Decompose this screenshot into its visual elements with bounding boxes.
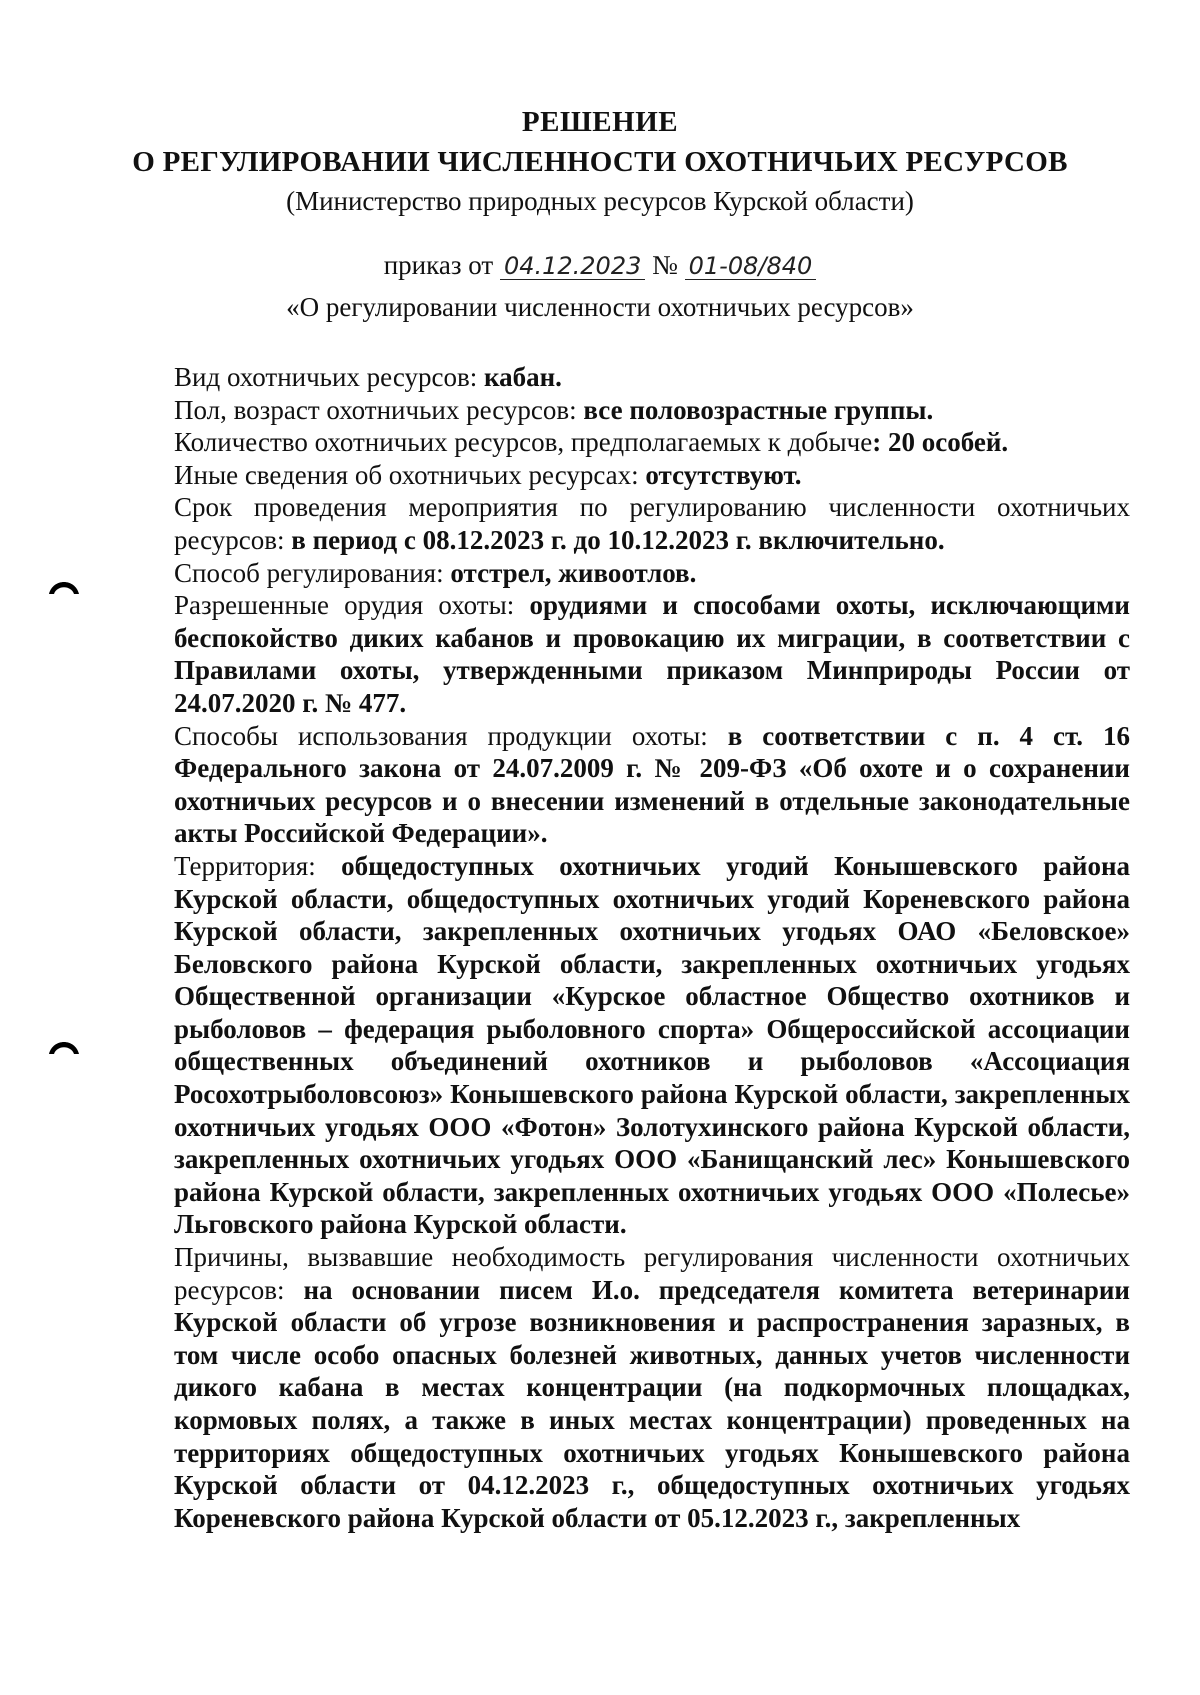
ministry-line: (Министерство природных ресурсов Курской области) [286, 186, 914, 216]
field-other-info: Иные сведения об охотничьих ресурсах: отсутствуют. [174, 459, 802, 490]
field-period: Срок проведения мероприятия по регулированию численности охотничьих ресурсов: в период с 08.12.2023 г. до 10.12.2023 г. включительно. [174, 492, 1130, 555]
field-weapons: Разрешенные орудия охоты: орудиями и способами охоты, исключающими беспокойство диких кабанов и провокацию их миграции, в соответствии с Правилами охоты, утвержденными приказом Минприроды России от 24.07.2020 г. № 477. [174, 590, 1130, 718]
order-line [0, 250, 1200, 281]
field-territory: Территория: общедоступных охотничьих угодий Конышевского района Курской области, общедоступных охотничьих угодий Кореневского района Курской области, закрепленных охотничьих угодьях ОАО «Беловское» Беловского района Курской области, закрепленных охотничьих угодьях Общественной организации «Курское областное Общество охотников и рыболовов – федерация рыболовного спорта» Общероссийской ассоциации общественных объединений охотников и рыболовов «Ассоциация Росохотрыболовсоюз» Конышевского района Курской области, закрепленных охотничьих угодьях ООО «Фотон» Золотухинского района Курской области, закрепленных охотничьих угодьях ООО «Банищанский лес» Конышевского района Курской области, закрепленных охотничьих угодьях ООО «Полесье» Льговского района Курской области. [174, 850, 1130, 1240]
order-title: «О регулировании численности охотничьих ресурсов» [286, 292, 914, 322]
hole-punch-mark-upper [47, 574, 81, 596]
field-product-use: Способы использования продукции охоты: в соответствии с п. 4 ст. 16 Федерального закона от 24.07.2009 г. № 209-ФЗ «Об охоте и о сохранении охотничьих ресурсов и о внесении изменений в отдельные законодательные акты Российской Федерации». [174, 720, 1131, 849]
field-resource-type: Вид охотничьих ресурсов: кабан. [174, 362, 562, 392]
field-method: Способ регулирования: отстрел, живоотлов. [174, 557, 697, 588]
order-date-handwritten: 04.12.2023 [500, 253, 645, 280]
field-reasons: Причины, вызвавшие необходимость регулирования численности охотничьих ресурсов: на основании писем И.о. председателя комитета ветеринарии Курской области об угрозе возникновения и распространения заразных, в том числе особо опасных болезней животных, данных учетов численности дикого кабана в местах концентрации (на подкормочных площадках, кормовых полях, а также в иных местах концентрации) проведенных на территориях общедоступных охотничьих угодьях Конышевского района Курской области от 04.12.2023 г., общедоступных охотничьих угодьях Кореневского района Курской области от 05.12.2023 г., закрепленных [174, 1242, 1130, 1533]
order-number-label: № [652, 250, 678, 280]
field-quantity: Количество охотничьих ресурсов, предполагаемых к добыче: 20 особей. [174, 427, 1009, 458]
document-title: РЕШЕНИЕ [521, 106, 679, 138]
field-sex-age: Пол, возраст охотничьих ресурсов: все половозрастные группы. [174, 394, 934, 425]
order-number-handwritten: 01-08/840 [685, 253, 817, 280]
hole-punch-mark-lower [47, 1034, 81, 1056]
document-body [174, 361, 1130, 1534]
order-prefix: приказ от [383, 250, 494, 280]
document-subtitle: О РЕГУЛИРОВАНИИ ЧИСЛЕННОСТИ ОХОТНИЧЬИХ РЕСУРСОВ [132, 146, 1068, 178]
